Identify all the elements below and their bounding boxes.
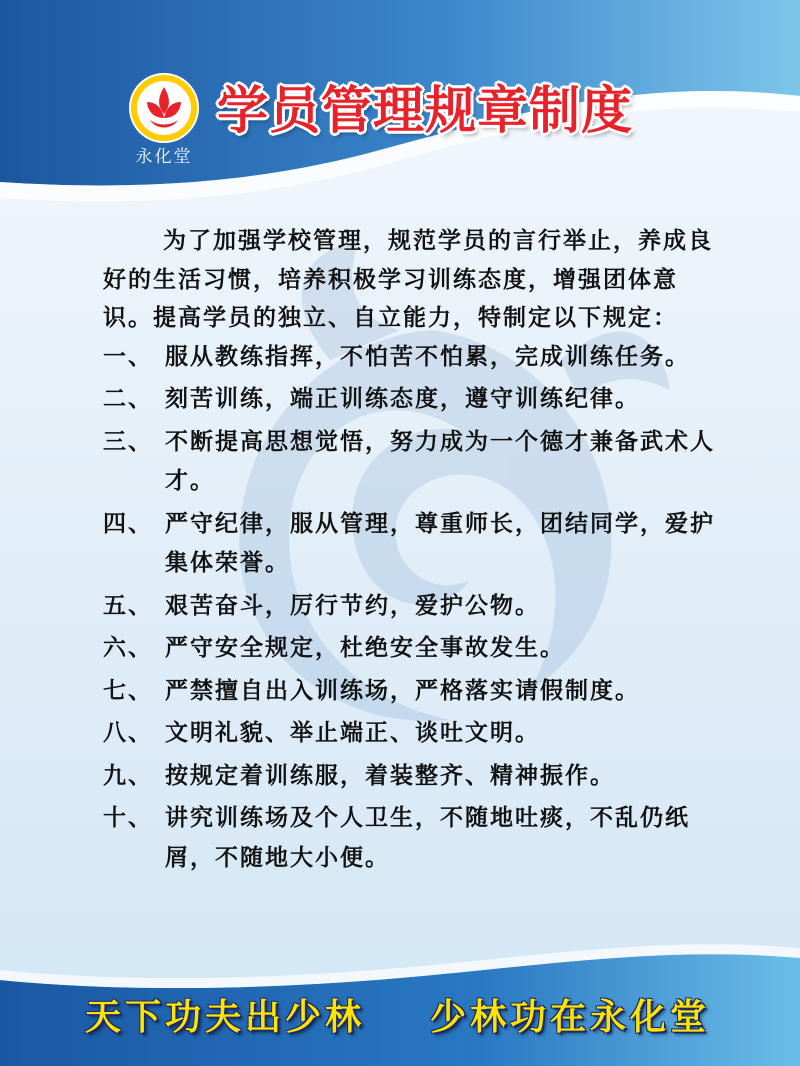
rule-number: 一、 [103,343,153,370]
rule-item [103,714,723,754]
rule-number: 四、 [103,510,153,537]
rule-number: 六、 [103,635,153,661]
rule-number: 五、 [103,592,153,619]
rule-number: 十、 [103,805,153,831]
page-title: 学员管理规章制度 [217,82,634,141]
logo-caption: 永化堂 [135,147,193,167]
rule-number: 二、 [103,386,153,412]
rule-item [103,799,723,878]
slogan-left: 天下功夫出少林 [85,997,366,1038]
rule-number: 九、 [103,762,153,789]
rule-item [103,505,723,584]
rule-number: 八、 [103,720,153,746]
rule-item [103,587,723,627]
lotus-logo-icon [128,72,200,144]
rule-item [103,629,723,669]
regulations-body [103,222,723,878]
rule-text: 艰苦奋斗，厉行节约，爱护公物。 [165,592,540,619]
rule-text: 严守安全规定，杜绝安全事故发生。 [165,635,565,661]
rule-item [103,757,723,797]
rule-text: 服从教练指挥，不怕苦不怕累，完成训练任务。 [165,343,690,370]
rule-item [103,380,723,420]
rule-text: 不断提高思想觉悟，努力成为一个德才兼备武术人才。 [165,428,715,494]
intro-paragraph: 为了加强学校管理，规范学员的言行举止，养成良好的生活习惯，培养积极学习训练态度，增强团体意识。提高学员的独立、自立能力，特制定以下规定： [103,228,713,331]
rule-text: 刻苦训练，端正训练态度，遵守训练纪律。 [165,386,640,412]
rule-number: 三、 [103,428,153,455]
rules-list [103,338,723,879]
rule-text: 按规定着训练服，着装整齐、精神振作。 [165,762,615,789]
rule-item [103,423,723,502]
rule-text: 严守纪律，服从管理，尊重师长，团结同学，爱护集体荣誉。 [165,510,715,576]
rule-item [103,338,723,378]
rule-text: 文明礼貌、举止端正、谈吐文明。 [165,720,540,746]
rule-text: 严禁擅自出入训练场，严格落实请假制度。 [165,677,640,704]
slogan-right: 少林功在永化堂 [430,997,711,1038]
rule-number: 七、 [103,677,153,704]
footer-slogan [0,988,800,1048]
rule-item [103,672,723,712]
rule-text: 讲究训练场及个人卫生，不随地吐痰，不乱仍纸屑，不随地大小便。 [165,805,690,871]
